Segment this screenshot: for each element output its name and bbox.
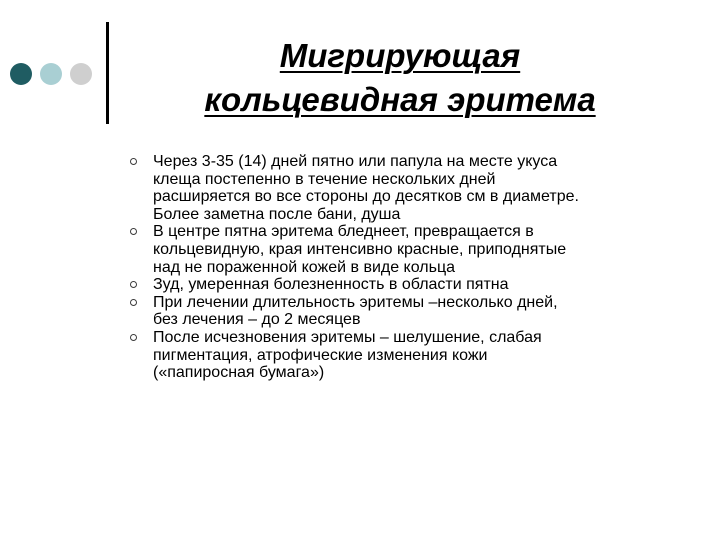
bullet-line: В центре пятна эритема бледнеет, превращается в xyxy=(153,223,534,241)
bullet-line: При лечении длительность эритемы –несколько дней, xyxy=(153,293,558,311)
bullet-line: расширяется во все стороны до десятков см в диаметре. xyxy=(153,188,579,206)
bullet-line: Более заметна после бани, душа xyxy=(153,205,401,223)
bullet-line: кольцевидную, края интенсивно красные, приподнятые xyxy=(153,240,567,258)
dot-light-teal xyxy=(40,63,62,85)
bullet-line: без лечения – до 2 месяцев xyxy=(153,311,361,329)
bullet-line: Зуд, умеренная болезненность в области пятна xyxy=(153,276,509,294)
bullet-item xyxy=(130,329,678,382)
bullet-item xyxy=(130,276,678,294)
slide-title-line-1: Мигрирующая xyxy=(279,37,521,74)
bullet-circle-icon xyxy=(130,334,137,341)
bullet-circle-icon xyxy=(130,158,137,165)
bullet-circle-icon xyxy=(130,299,137,306)
bullet-circle-icon xyxy=(130,228,137,235)
dot-light-gray xyxy=(70,63,92,85)
bullet-item xyxy=(130,223,678,276)
bullet-circle-icon xyxy=(130,281,137,288)
bullet-item xyxy=(130,294,678,329)
bullet-line: над не пораженной кожей в виде кольца xyxy=(153,258,456,276)
bullet-line: («папиросная бумага») xyxy=(153,364,325,382)
slide-title xyxy=(120,34,680,122)
slide-title-line-2: кольцевидная эритема xyxy=(204,81,596,118)
title-divider-line xyxy=(106,22,109,124)
bullet-line: После исчезновения эритемы – шелушение, слабая xyxy=(153,328,542,346)
bullet-item xyxy=(130,153,678,223)
decorative-dots xyxy=(10,63,94,87)
bullet-list xyxy=(130,153,678,382)
bullet-line: Через 3-35 (14) дней пятно или папула на месте укуса xyxy=(153,153,558,170)
bullet-line: клеща постепенно в течение нескольких дней xyxy=(153,170,496,188)
dot-dark-teal xyxy=(10,63,32,85)
bullet-line: пигментация, атрофические изменения кожи xyxy=(153,346,488,364)
